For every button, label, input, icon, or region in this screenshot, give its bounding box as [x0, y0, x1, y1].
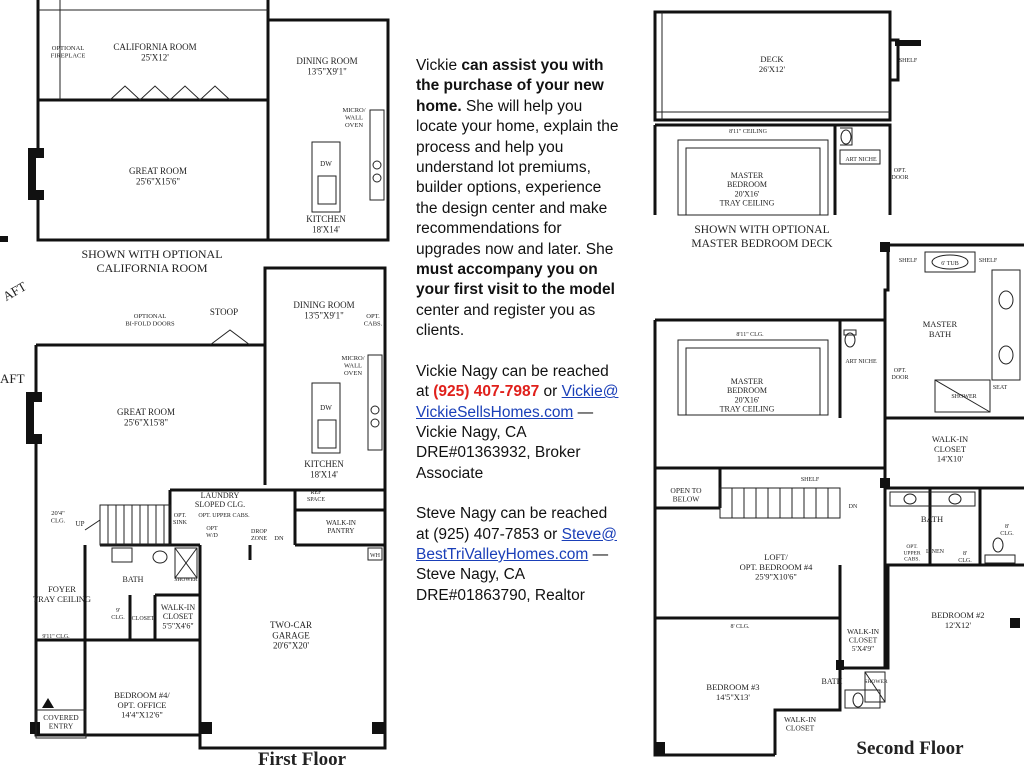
room-label: COVERED ENTRY — [43, 713, 79, 731]
room-label: SHELF — [898, 258, 918, 264]
room-label: SEAT — [992, 385, 1008, 391]
room-label: OPT. DOOR — [891, 368, 909, 381]
room-label: SHOWER — [864, 679, 888, 685]
room-label: KITCHEN 18'X14' — [304, 459, 344, 480]
plan-caption: CALIFORNIA ROOM — [96, 261, 208, 275]
room-label: SHELF — [800, 477, 820, 483]
room-label: SHELF — [898, 58, 918, 64]
steve-contact-paragraph — [416, 504, 622, 606]
intro-bold-text: must accompany you on your first visit to the model — [416, 261, 615, 299]
room-label: OPTIONAL FIREPLACE — [50, 45, 86, 60]
plan-caption: SHOWN WITH OPTIONAL — [81, 247, 223, 261]
draft-mark: AFT — [0, 371, 25, 386]
contact-text-panel — [416, 56, 622, 626]
room-label: DW — [320, 404, 332, 412]
room-label: MICRO/ WALL OVEN — [341, 355, 365, 377]
room-label: CLOSET — [131, 616, 155, 622]
stair — [85, 505, 170, 545]
room-label: GREAT ROOM 25'6"X15'8" — [116, 407, 176, 428]
intro-paragraph — [416, 56, 622, 342]
room-label: UP — [75, 520, 85, 528]
room-label: WALK-IN CLOSET — [783, 715, 817, 733]
room-label: OPT W/D — [206, 526, 218, 539]
floor-title: First Floor — [257, 749, 347, 768]
room-label: STOOP — [209, 307, 239, 317]
room-label: SHOWER — [174, 577, 198, 583]
room-label: BATH — [122, 575, 144, 584]
room-label: BEDROOM #4/ OPT. OFFICE 14'4"X12'6" — [114, 690, 170, 720]
plan-caption: SHOWN WITH OPTIONAL — [694, 224, 830, 236]
intro-bold-text: can assist you with the purchase of your new home. — [416, 57, 604, 115]
room-label: MASTER BATH — [922, 319, 958, 339]
room-label: WALK-IN CLOSET 5'X4'9" — [846, 627, 880, 654]
room-label: DINING ROOM 13'5"X9'1" — [293, 300, 355, 321]
room-label: TWO-CAR GARAGE 20'6"X20' — [270, 620, 312, 651]
room-label: BATH — [821, 677, 843, 686]
draft-mark: AFT — [0, 278, 29, 304]
room-label: 9'11" CLG. — [42, 634, 70, 640]
intro-text: Vickie — [416, 57, 462, 74]
room-label: 8' CLG. — [1000, 524, 1014, 537]
room-label: DROP ZONE — [250, 529, 268, 542]
room-label: 20'4" CLG. — [50, 510, 66, 525]
room-label: CALIFORNIA ROOM 25'X12' — [113, 42, 197, 63]
room-label: OPT. UPPER CABS. — [198, 513, 250, 519]
room-label: BATH — [920, 514, 944, 524]
room-label: MICRO/ WALL OVEN — [342, 107, 366, 129]
master-deck-plan — [655, 12, 921, 250]
vickie-contact-paragraph — [416, 362, 622, 484]
room-label: 8' CLG. — [958, 551, 972, 564]
room-label: 8' CLG. — [730, 624, 750, 630]
contact-text: Vickie Nagy can be reached at — [416, 362, 609, 401]
room-label: REF SPACE — [306, 490, 326, 503]
room-label: KITCHEN 18'X14' — [306, 214, 346, 235]
room-label: OPT. SINK — [172, 513, 188, 526]
room-label: ART NICHE — [845, 359, 877, 365]
room-label: MASTER BEDROOM 20'X16' TRAY CEILING — [719, 377, 775, 414]
room-label: OPT. DOOR — [891, 168, 909, 181]
room-label: WALK-IN CLOSET 5'5"X4'6" — [160, 603, 196, 631]
contact-text: Steve Nagy can be reached at (925) 407-7853 or — [416, 505, 608, 543]
room-label: OPT. CABS. — [363, 313, 383, 328]
plan-caption: MASTER BEDROOM DECK — [691, 238, 833, 250]
first-floor-main-plan — [26, 268, 385, 748]
room-label: 6' TUB — [941, 261, 959, 267]
room-label: DN — [274, 535, 284, 542]
first-floor-drawing — [0, 0, 408, 768]
room-label: WALK-IN CLOSET 14'X10' — [931, 434, 969, 464]
room-label: OPEN TO BELOW — [670, 486, 702, 504]
contact-text: or — [539, 383, 562, 401]
intro-text: center and register you as clients. — [416, 301, 596, 340]
room-label: ART NICHE — [845, 157, 877, 163]
stair — [720, 488, 840, 518]
room-label: WH — [370, 553, 380, 559]
room-label: LOFT/ OPT. BEDROOM #4 25'9"X10'6" — [739, 552, 813, 582]
room-label: LAUNDRY SLOPED CLG. — [194, 491, 246, 510]
room-label: 8'11" CEILING — [729, 129, 767, 135]
room-label: MASTER BEDROOM 20'X16' TRAY CEILING — [719, 171, 775, 208]
room-label: 9' CLG. — [111, 608, 125, 621]
intro-text: She will help you locate your home, explain the process and help you understand lot premiums, builder options, experience the design center and make recommendations for upgrades now and later. She — [416, 97, 619, 258]
second-floor-main-plan — [655, 242, 1024, 755]
vickie-phone: (925) 407-7987 — [433, 383, 540, 401]
room-label: OPTIONAL BI-FOLD DOORS — [125, 313, 175, 328]
room-label: OPT. UPPER CABS. — [903, 544, 921, 563]
room-label: SHELF — [978, 258, 998, 264]
second-floor-drawing — [640, 0, 1024, 768]
contact-text: — Vickie Nagy, CA DRE#01363932, Broker Associate — [416, 403, 594, 482]
room-label: DINING ROOM 13'5"X9'1" — [296, 56, 358, 77]
california-room-plan — [0, 0, 388, 275]
room-label: FOYER TRAY CEILING — [32, 584, 92, 604]
room-label: DW — [320, 160, 332, 168]
room-label: LINEN — [926, 549, 944, 555]
room-label: SHOWER — [951, 394, 977, 400]
contact-text: — Steve Nagy, CA DRE#01863790, Realtor — [416, 545, 609, 604]
room-label: DECK 26'X12' — [758, 54, 786, 74]
first-floor-plan — [0, 0, 408, 768]
floor-title: Second Floor — [856, 738, 964, 759]
room-label: DN — [848, 504, 858, 510]
steve-email-link[interactable]: Steve@BestTriValleyHomes.com — [416, 525, 617, 563]
second-floor-plan — [640, 0, 1024, 768]
room-label: BEDROOM #3 14'5"X13' — [706, 682, 760, 702]
room-label: BEDROOM #2 12'X12' — [931, 610, 985, 630]
room-label: WALK-IN PANTRY — [326, 519, 356, 535]
room-label: 8'11" CLG. — [736, 332, 764, 338]
vickie-email-link[interactable]: Vickie@VickieSellsHomes.com — [416, 383, 619, 421]
room-label: GREAT ROOM 25'6"X15'6" — [128, 166, 188, 187]
